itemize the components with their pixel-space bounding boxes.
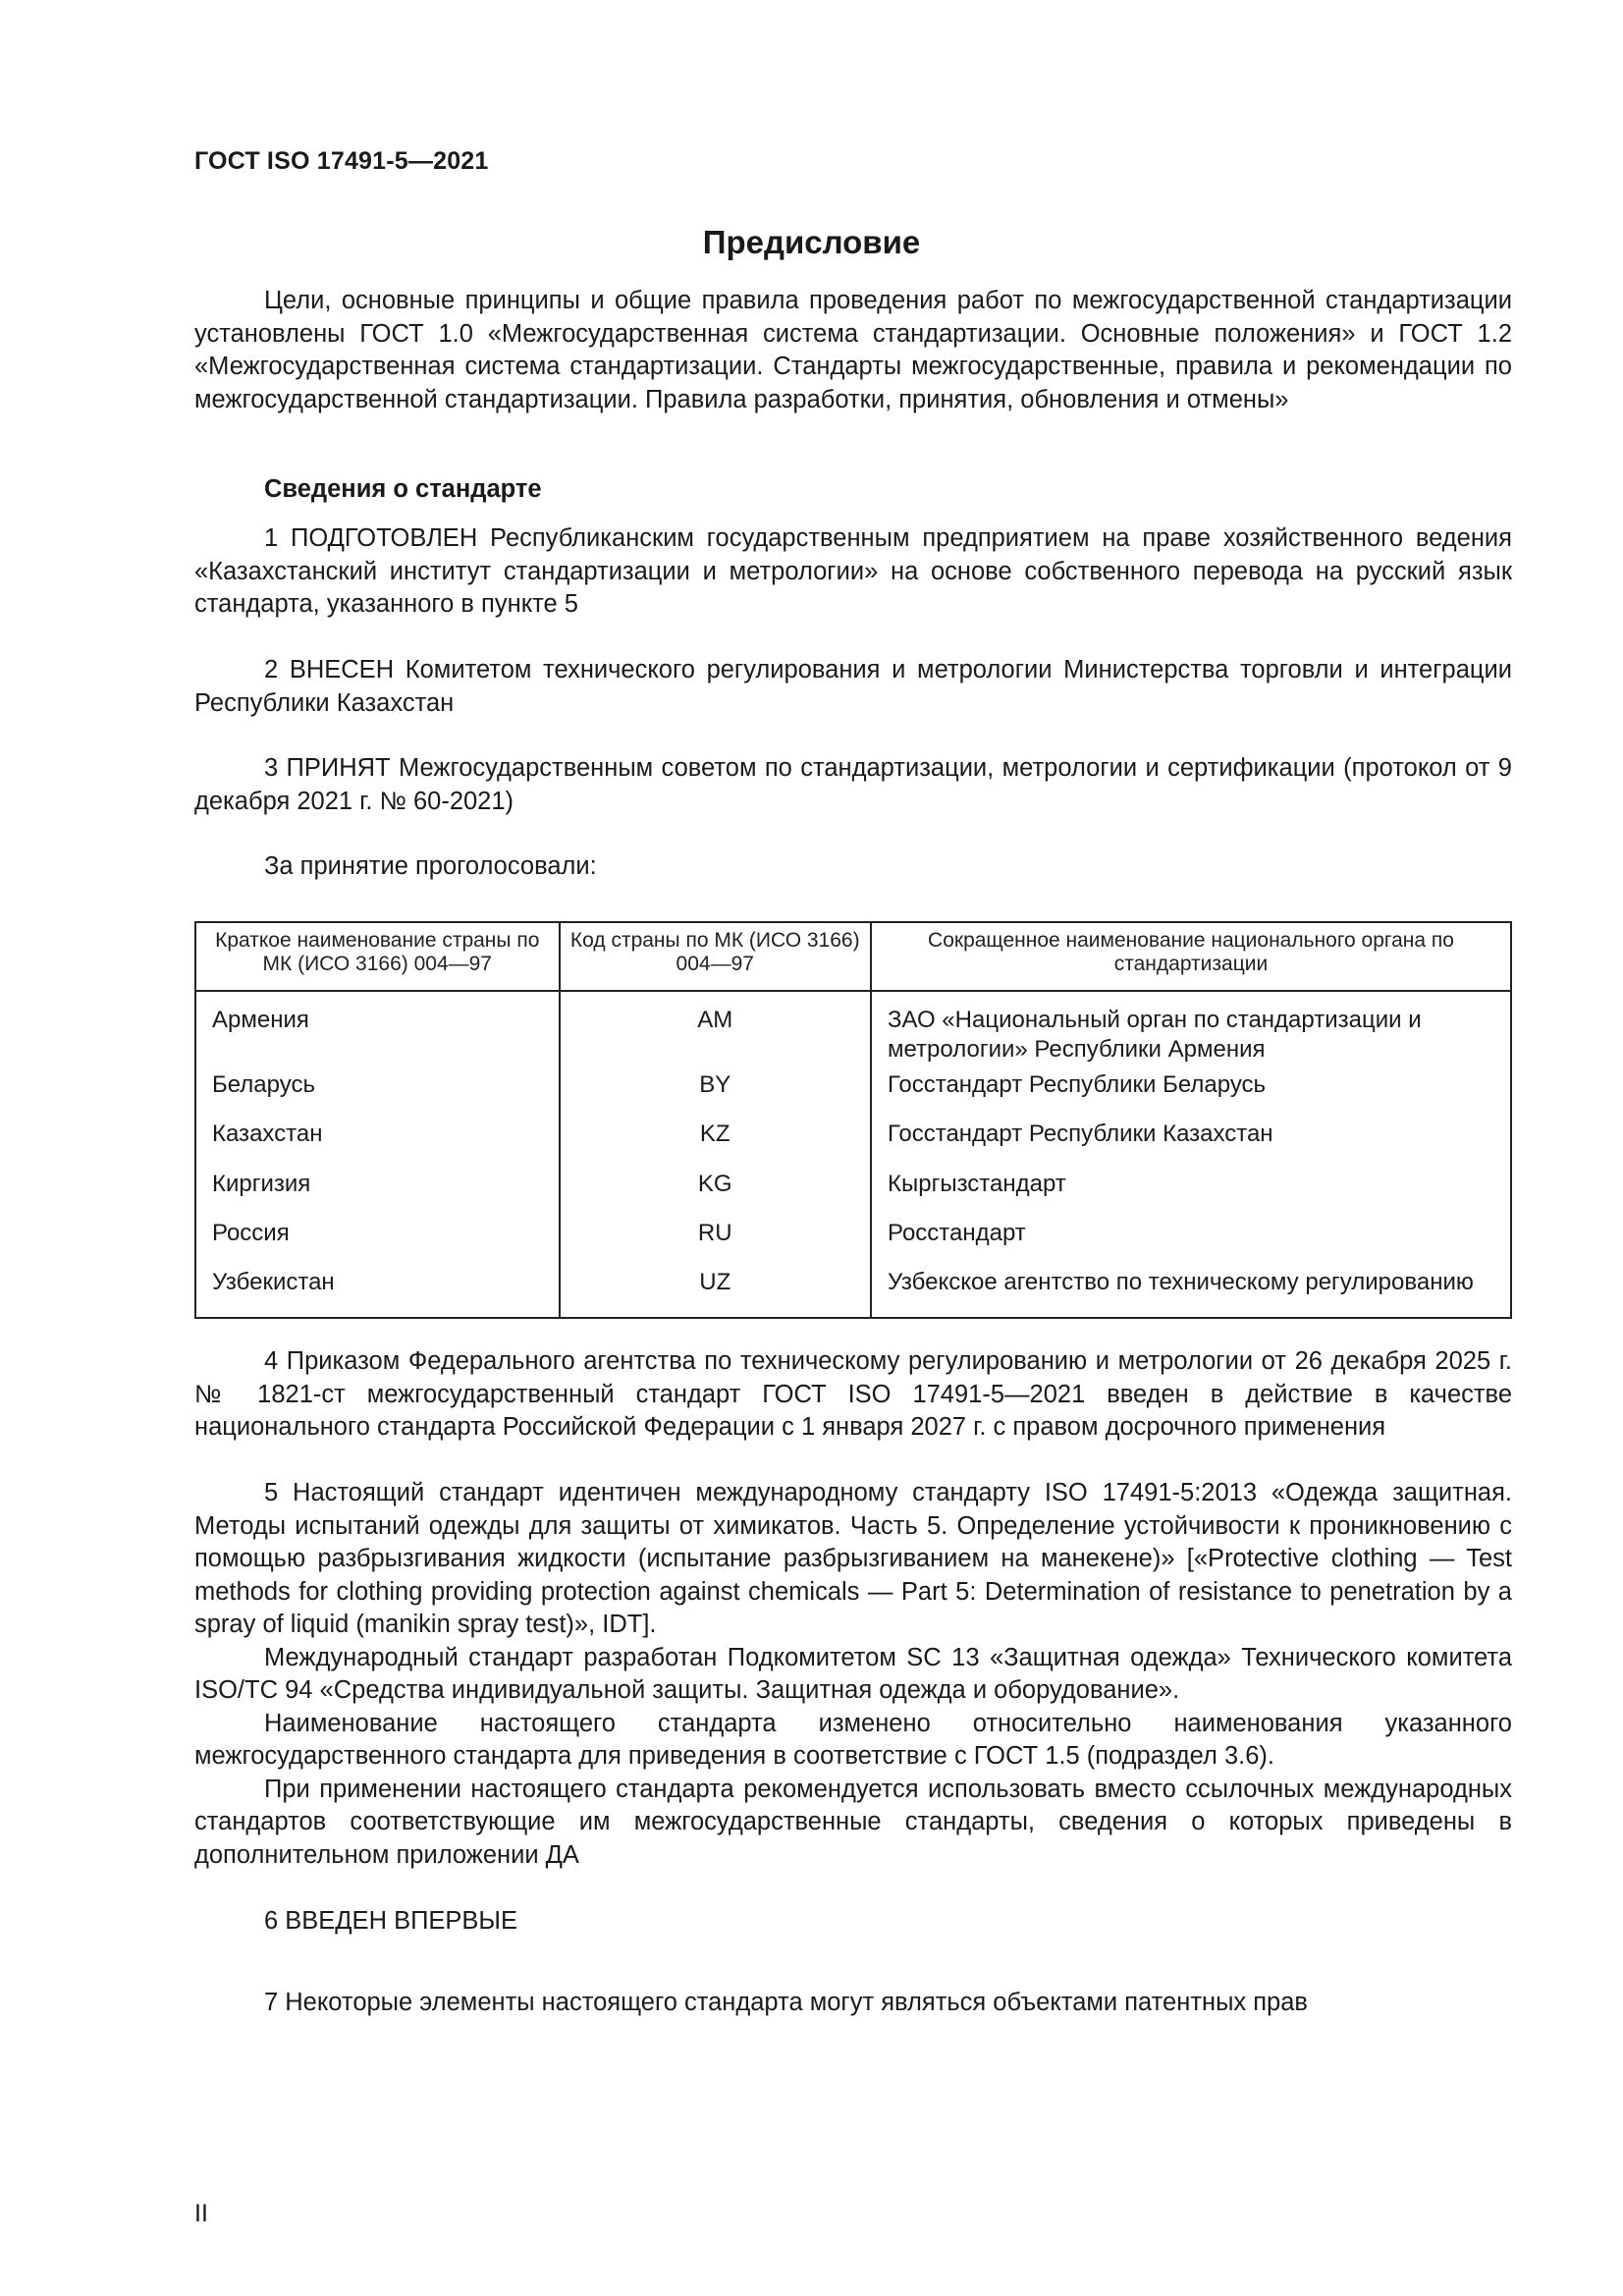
cell-body: Кыргызстандарт bbox=[871, 1170, 1511, 1219]
table-row bbox=[195, 991, 1511, 1070]
item-3-text: 3 ПРИНЯТ Межгосударственным советом по стандартизации, метрологии и сертификации (протокол от 9 декабря 2021 г. № 60-2021) bbox=[194, 754, 1512, 815]
countries-table bbox=[194, 921, 1512, 1319]
cell-code: KZ bbox=[560, 1120, 871, 1169]
page-number: II bbox=[194, 2200, 208, 2227]
cell-body: Росстандарт bbox=[871, 1219, 1511, 1268]
table-header-row bbox=[195, 922, 1511, 991]
table-row bbox=[195, 1268, 1511, 1318]
item-3 bbox=[194, 752, 1512, 818]
vote-intro bbox=[194, 850, 1512, 884]
document-code: ГОСТ ISO 17491-5—2021 bbox=[194, 147, 489, 175]
item-4-text: 4 Приказом Федерального агентства по техническому регулированию и метрологии от 26 декабря 2025 г. № 1821-ст межгосударственный стандарт ГОСТ ISO 17491-5—2021 введен в действие в качестве национального стандарта Российской Федерации с 1 января 2027 г. с правом досрочного применения bbox=[194, 1347, 1512, 1441]
subheading: Сведения о стандарте bbox=[264, 475, 542, 503]
item-2-text: 2 ВНЕСЕН Комитетом технического регулирования и метрологии Министерства торговли и интеграции Республики Казахстан bbox=[194, 656, 1512, 717]
item-7-text: 7 Некоторые элементы настоящего стандарта могут являться объектами патентных прав bbox=[264, 1989, 1308, 2016]
item-1-text: 1 ПОДГОТОВЛЕН Республиканским государственным предприятием на праве хозяйственного ведения «Казахстанский институт стандартизации и метрологии» на основе собственного перевода на русский язык стандарта, указанного в пункте 5 bbox=[194, 524, 1512, 618]
intro-text: Цели, основные принципы и общие правила проведения работ по межгосударственной стандартизации установлены ГОСТ 1.0 «Межгосударственная система стандартизации. Основные положения» и ГОСТ 1.2 «Межгосударственная система стандартизации. Стандарты межгосударственные, правила и рекомендации по межгосударственной стандартизации. Правила разработки, принятия, обновления и отмены» bbox=[194, 287, 1512, 413]
cell-code: RU bbox=[560, 1219, 871, 1268]
item-5-p4: При применении настоящего стандарта рекомендуется использовать вместо ссылочных международных стандартов соответствующие им межгосударственные стандарты, сведения о которых приведены в дополнительном приложении ДА bbox=[194, 1775, 1512, 1869]
cell-body: Узбекское агентство по техническому регулированию bbox=[871, 1268, 1511, 1318]
cell-country: Киргизия bbox=[195, 1170, 560, 1219]
item-5-p3: Наименование настоящего стандарта изменено относительно наименования указанного межгосударственного стандарта для приведения в соответствие с ГОСТ 1.5 (подраздел 3.6). bbox=[194, 1709, 1512, 1770]
cell-body: Госстандарт Республики Казахстан bbox=[871, 1120, 1511, 1169]
item-7 bbox=[194, 1987, 1512, 2020]
page-title: Предисловие bbox=[702, 224, 921, 260]
cell-body: ЗАО «Национальный орган по стандартизации и метрологии» Республики Армения bbox=[871, 991, 1511, 1070]
col-header-country: Краткое наименование страны по МК (ИСО 3166) 004—97 bbox=[195, 922, 560, 991]
intro-paragraph bbox=[194, 285, 1512, 416]
col-header-body: Сокращенное наименование национального органа по стандартизации bbox=[871, 922, 1511, 991]
cell-country: Беларусь bbox=[195, 1070, 560, 1120]
cell-code: KG bbox=[560, 1170, 871, 1219]
item-6-text: 6 ВВЕДЕН ВПЕРВЫЕ bbox=[264, 1907, 518, 1935]
vote-intro-text: За принятие проголосовали: bbox=[264, 852, 597, 880]
item-5-p1: 5 Настоящий стандарт идентичен международному стандарту ISO 17491-5:2013 «Одежда защитная. Методы испытаний одежды для защиты от химикатов. Часть 5. Определение устойчивости к проникновению с помощью разбрызгивания жидкости (испытание разбрызгиванием на манекене)» [«Protective clothing — Test methods for clothing providing protection against chemicals — Part 5: Determination of resistance to penetration by a spray of liquid (manikin spray test)», IDT]. bbox=[194, 1479, 1512, 1638]
item-5 bbox=[194, 1477, 1512, 1872]
item-6 bbox=[194, 1905, 1512, 1939]
item-5-p2: Международный стандарт разработан Подкомитетом SC 13 «Защитная одежда» Технического комитета ISO/TC 94 «Средства индивидуальной защиты. Защитная одежда и оборудование». bbox=[194, 1643, 1512, 1704]
cell-country: Россия bbox=[195, 1219, 560, 1268]
cell-body: Госстандарт Республики Беларусь bbox=[871, 1070, 1511, 1120]
cell-country: Узбекистан bbox=[195, 1268, 560, 1318]
item-2 bbox=[194, 654, 1512, 720]
cell-code: AM bbox=[560, 991, 871, 1070]
table-row bbox=[195, 1219, 1511, 1268]
subheading-wrapper bbox=[194, 473, 1512, 507]
table-row bbox=[195, 1170, 1511, 1219]
table-row bbox=[195, 1120, 1511, 1169]
cell-country: Армения bbox=[195, 991, 560, 1070]
col-header-code: Код страны по МК (ИСО 3166) 004—97 bbox=[560, 922, 871, 991]
table-row bbox=[195, 1070, 1511, 1120]
cell-country: Казахстан bbox=[195, 1120, 560, 1169]
cell-code: UZ bbox=[560, 1268, 871, 1318]
cell-code: BY bbox=[560, 1070, 871, 1120]
item-1 bbox=[194, 522, 1512, 622]
item-4 bbox=[194, 1345, 1512, 1445]
